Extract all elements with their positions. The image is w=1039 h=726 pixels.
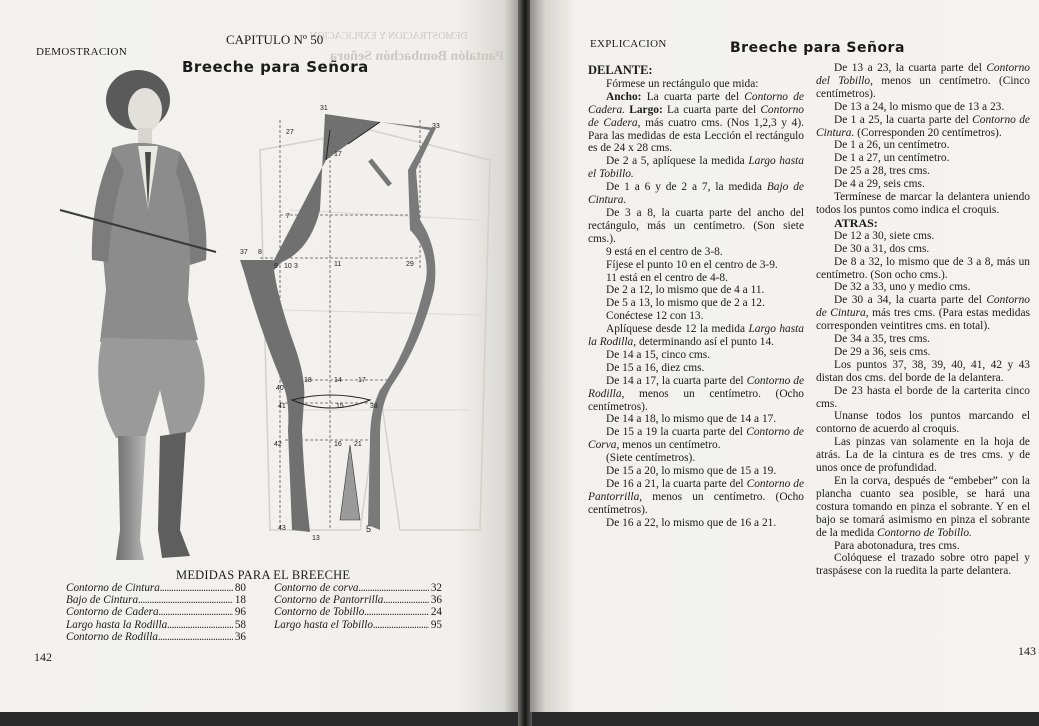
svg-text:8: 8: [258, 249, 262, 256]
dot-leader: [364, 606, 428, 618]
dot-leader: [138, 594, 233, 606]
measure-row: [274, 594, 442, 606]
measure-value: 80: [234, 582, 246, 594]
paragraph: Ancho: La cuarta parte del Contorno de Cadera. Largo: La cuarta parte del Contorno de Cadera, más cuatro cms. (Nos 1,2,3 y 4). Para las medidas de esta Lección el rectángulo es de 24 x 28 cms.: [588, 90, 804, 155]
svg-text:41: 41: [278, 403, 286, 410]
show-through-text: DEMOSTRACION Y EXPLICACION: [310, 31, 468, 42]
paragraph: Conéctese 12 con 13.: [606, 310, 704, 323]
left-page-title: Breeche para Señora: [182, 58, 369, 76]
paragraph: Unanse todos los puntos marcando el contorno de acuerdo al croquis.: [816, 410, 1030, 436]
measure-row: [274, 619, 442, 631]
measure-label: Bajo de Cintura: [66, 594, 139, 607]
paragraph: De 4 a 29, seis cms.: [834, 178, 925, 191]
chapter-number: CAPITULO Nº 50: [226, 32, 324, 47]
dot-leader: [359, 582, 429, 594]
svg-text:27: 27: [286, 129, 294, 136]
svg-text:33: 33: [432, 123, 440, 130]
paragraph: De 14 a 15, cinco cms.: [606, 348, 711, 361]
measure-label: Contorno de Cadera: [66, 606, 159, 619]
measure-value: 96: [234, 606, 246, 619]
svg-text:11: 11: [334, 261, 342, 268]
measure-row: [66, 594, 246, 606]
svg-text:42: 42: [274, 441, 282, 448]
svg-text:18: 18: [304, 377, 312, 384]
paragraph: De 2 a 5, aplíquese la medida Largo hasta el Tobillo.: [588, 155, 804, 181]
paragraph: De 3 a 8, la cuarta parte del ancho del rectángulo, más un centímetro. (Son siete cms.).: [588, 206, 804, 245]
measure-row: [66, 582, 246, 594]
measure-value: 95: [430, 618, 442, 631]
paragraph: De 29 a 36, seis cms.: [834, 345, 931, 358]
measure-row: [66, 606, 246, 618]
paragraph: De 30 a 31, dos cms.: [834, 242, 930, 255]
measure-value: 24: [430, 606, 442, 619]
measure-row: [274, 606, 442, 618]
svg-text:31: 31: [320, 105, 328, 112]
measure-label: Contorno de corva: [274, 582, 359, 594]
paragraph: De 15 a 20, lo mismo que de 15 a 19.: [606, 465, 777, 478]
measure-row: [66, 619, 246, 631]
measure-value: 58: [234, 618, 246, 631]
svg-text:29: 29: [406, 261, 414, 268]
paragraph: De 1 a 25, la cuarta parte del Contorno de Cintura. (Corresponden 20 centímetros).: [816, 113, 1030, 139]
section-heading-delante: DELANTE:: [588, 63, 653, 77]
dot-leader: [159, 606, 233, 618]
paragraph: De 13 a 23, la cuarta parte del Contorno del Tobillo, menos un centímetro. (Cinco centímetros).: [816, 62, 1030, 100]
dot-leader: [383, 594, 428, 606]
dot-leader: [158, 631, 233, 643]
measures-list-left: [66, 582, 246, 643]
svg-text:10: 10: [284, 263, 292, 270]
svg-text:43: 43: [278, 525, 286, 532]
paragraph: Fíjese el punto 10 en el centro de 3-9.: [606, 258, 778, 271]
paragraph: (Siete centímetros).: [606, 452, 696, 465]
text-column-2: [816, 62, 1030, 578]
paragraph: Las pinzas van solamente en la hoja de atrás. La de la cintura es de tres cms. y de unos once de profundidad.: [816, 436, 1030, 475]
paragraph: Colóquese el trazado sobre otro papel y traspásese con la ruedita la parte delantera.: [816, 552, 1030, 578]
paragraph: En la corva, después de “embeber” con la plancha cuanto sea posible, se hará una costura tomando en pinza el sobrante. Y en el bajo se tomará asimismo en pinza el sobrante de la medida Contorno de Tobillo.: [816, 475, 1030, 539]
paragraph: 9 está en el centro de 3-8.: [606, 245, 723, 258]
running-head-right: EXPLICACION: [590, 38, 667, 50]
dot-leader: [167, 619, 233, 631]
text-column-1: [588, 64, 804, 530]
measure-label: Contorno de Cintura: [66, 582, 160, 594]
measure-row: [274, 582, 442, 594]
svg-text:5: 5: [366, 524, 372, 534]
svg-text:3: 3: [294, 263, 298, 270]
svg-text:38: 38: [370, 403, 378, 410]
section-heading-atras: ATRAS:: [834, 215, 878, 230]
svg-text:14: 14: [334, 377, 342, 384]
measure-value: 32: [430, 582, 442, 594]
paragraph: De 30 a 34, la cuarta parte del Contorno de Cintura, más tres cms. (Para estas medidas corresponden veintitres cms. en total).: [816, 294, 1030, 333]
paragraph: 11 está en el centro de 4-8.: [606, 271, 728, 284]
show-through-title: Pantalón Bombachón Señora: [330, 49, 505, 64]
measure-value: 36: [234, 630, 246, 643]
running-head-left: DEMOSTRACION: [36, 46, 127, 58]
measure-label: Contorno de Tobillo: [274, 606, 365, 619]
paragraph: De 1 a 6 y de 2 a 7, la medida Bajo de Cintura.: [588, 181, 804, 207]
svg-text:37: 37: [240, 249, 248, 256]
paragraph: De 14 a 17, la cuarta parte del Contorno de Rodilla, menos un centímetro. (Ocho centímetros).: [588, 374, 805, 413]
paragraph: De 8 a 32, lo mismo que de 3 a 8, más un centímetro. (Son ocho cms.).: [816, 255, 1030, 281]
right-page-title: Breeche para Señora: [730, 40, 905, 56]
breeche-pattern-diagram: [230, 100, 460, 545]
paragraph: De 2 a 12, lo mismo que de 4 a 11.: [606, 284, 765, 297]
svg-text:15: 15: [336, 403, 344, 410]
paragraph: Termínese de marcar la delantera uniendo todos los puntos como indica el croquis.: [816, 191, 1030, 216]
paragraph: Los puntos 37, 38, 39, 40, 41, 42 y 43 distan dos cms. del borde de la delantera.: [816, 358, 1030, 384]
paragraph: De 1 a 26, un centímetro.: [834, 139, 950, 152]
measure-value: 18: [234, 594, 246, 607]
svg-text:7: 7: [286, 213, 290, 220]
paragraph: De 12 a 30, siete cms.: [834, 229, 935, 242]
paragraph: De 25 a 28, tres cms.: [834, 165, 930, 178]
svg-text:13: 13: [312, 535, 320, 542]
measure-row: [66, 631, 246, 643]
svg-text:40: 40: [276, 385, 284, 392]
svg-text:16: 16: [334, 441, 342, 448]
svg-text:9: 9: [274, 263, 278, 270]
woman-figure-illustration: [20, 60, 220, 570]
paragraph: De 32 a 33, uno y medio cms.: [834, 281, 971, 294]
svg-text:17: 17: [358, 377, 366, 384]
svg-text:21: 21: [354, 441, 362, 448]
paragraph: De 15 a 19 la cuarta parte del Contorno de Corva, menos un centímetro.: [588, 426, 804, 452]
paragraph: Para abotonadura, tres cms.: [834, 539, 960, 552]
measure-label: Contorno de Pantorrilla: [274, 594, 384, 607]
measures-list-right: [274, 582, 442, 631]
paragraph: De 5 a 13, lo mismo que de 2 a 12.: [606, 297, 765, 310]
measure-label: Contorno de Rodilla: [66, 630, 158, 643]
paragraph: De 23 hasta el borde de la carterita cinco cms.: [816, 384, 1030, 410]
page-number-right: 143: [1018, 644, 1036, 658]
dot-leader: [160, 582, 233, 594]
left-page: [0, 0, 520, 712]
measure-value: 36: [430, 594, 442, 607]
paragraph: Aplíquese desde 12 la medida Largo hasta la Rodilla, determinando así el punto 14.: [588, 323, 805, 349]
measure-label: Largo hasta la Rodilla: [66, 618, 168, 631]
measure-label: Largo hasta el Tobillo: [274, 618, 373, 631]
svg-text:17: 17: [334, 151, 342, 158]
paragraph: De 14 a 18, lo mismo que de 14 a 17.: [606, 413, 777, 426]
paragraph: Fórmese un rectángulo que mida:: [606, 77, 759, 90]
right-page: [530, 0, 1039, 712]
dot-leader: [373, 619, 429, 631]
paragraph: De 15 a 16, diez cms.: [606, 361, 705, 374]
measures-title: MEDIDAS PARA EL BREECHE: [176, 568, 351, 582]
paragraph: De 13 a 24, lo mismo que de 13 a 23.: [834, 100, 1005, 113]
paragraph: De 1 a 27, un centímetro.: [834, 152, 950, 165]
page-number-left: 142: [34, 650, 52, 664]
paragraph: De 16 a 22, lo mismo que de 16 a 21.: [606, 516, 777, 529]
paragraph: De 16 a 21, la cuarta parte del Contorno de Pantorrilla, menos un centímetro. (Ocho centímetros).: [588, 478, 805, 516]
paragraph: De 34 a 35, tres cms.: [834, 333, 930, 346]
